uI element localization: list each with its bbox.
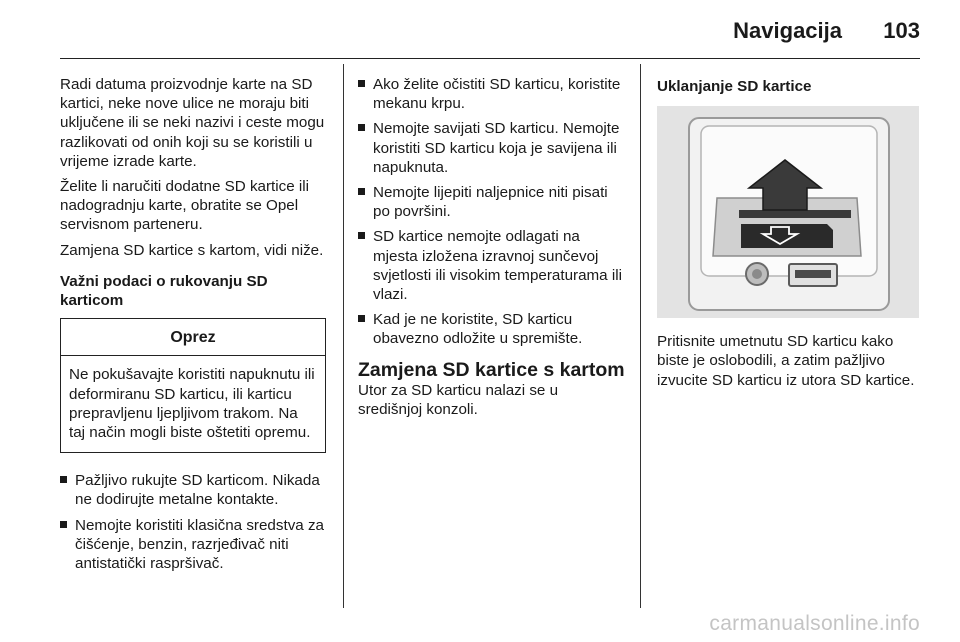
caution-title: Oprez [61,319,325,356]
list-item-text: Ako želite očistiti SD karticu, koristite mekanu krpu. [373,76,621,113]
caution-box [60,318,326,453]
bullet-list [358,75,626,349]
column-divider-2 [640,64,641,608]
list-item-text: SD kartice nemojte odlagati na mjesta izložena izravnoj sunčevoj svjetlosti ili visokim temperaturama ili vlazi. [373,228,622,304]
list-item [358,227,626,304]
caution-body: Ne pokušavajte koristiti napuknutu ili deformiranu SD karticu, ili karticu prepravljenu ljepljivom trakom. Na taj način mogli biste oštetiti opremu. [69,366,315,442]
bullet-icon [358,124,365,131]
list-item-text: Kad je ne koristite, SD karticu obavezno odložite u spremište. [373,311,583,348]
paragraph: Radi datuma proizvodnje karte na SD kartici, neke nove ulice ne moraju biti uključene ili se neki nazivi i ceste mogu razlikovati od onih koji su se koristili u vrijeme izrade karte. [60,76,325,170]
list-item-text: Nemojte lijepiti naljepnice niti pisati po površini. [373,184,608,221]
list-item [358,119,626,177]
bullet-icon [358,188,365,195]
bullet-icon [60,521,67,528]
list-item [358,75,626,113]
column-divider-1 [343,64,344,608]
list-item [358,310,626,348]
list-item-text: Nemojte koristiti klasična sredstva za čišćenje, benzin, razrjeđivač niti antistatički raspršivač. [75,516,324,573]
bullet-icon [358,232,365,239]
list-item [358,183,626,221]
bullet-icon [358,315,365,322]
header-rule [60,58,920,59]
sd-card-slot-icon [657,106,919,318]
bullet-icon [60,476,67,483]
watermark: carmanualsonline.info [709,612,920,635]
column-3 [657,75,923,396]
paragraph: Zamjena SD kartice s kartom, vidi niže. [60,241,324,259]
section-heading: Zamjena SD kartice s kartom [358,358,625,381]
bullet-list [60,471,326,573]
list-item-text: Nemojte savijati SD karticu. Nemojte koristiti SD karticu koja je savijena ili napuknuta. [373,120,620,176]
page-number: 103 [883,18,920,43]
bullet-icon [358,80,365,87]
section-body: Utor za SD karticu nalazi se u središnjoj konzoli. [358,381,559,418]
column-2 [358,75,626,425]
sd-card-removal-illustration [657,106,919,318]
list-item-text: Pažljivo rukujte SD karticom. Nikada ne dodirujte metalne kontakte. [75,472,320,509]
list-item [60,516,326,574]
subheading: Važni podaci o rukovanju SD karticom [60,272,268,310]
column-1 [60,75,326,579]
subheading: Uklanjanje SD kartice [657,78,812,95]
list-item [60,471,326,509]
page-header-title: Navigacija [733,18,842,43]
instruction-text: Pritisnite umetnutu SD karticu kako biste je oslobodili, a zatim pažljivo izvucite SD karticu iz utora SD kartice. [657,333,915,389]
paragraph: Želite li naručiti dodatne SD kartice ili nadogradnju karte, obratite se Opel servisnom parteneru. [60,178,310,234]
